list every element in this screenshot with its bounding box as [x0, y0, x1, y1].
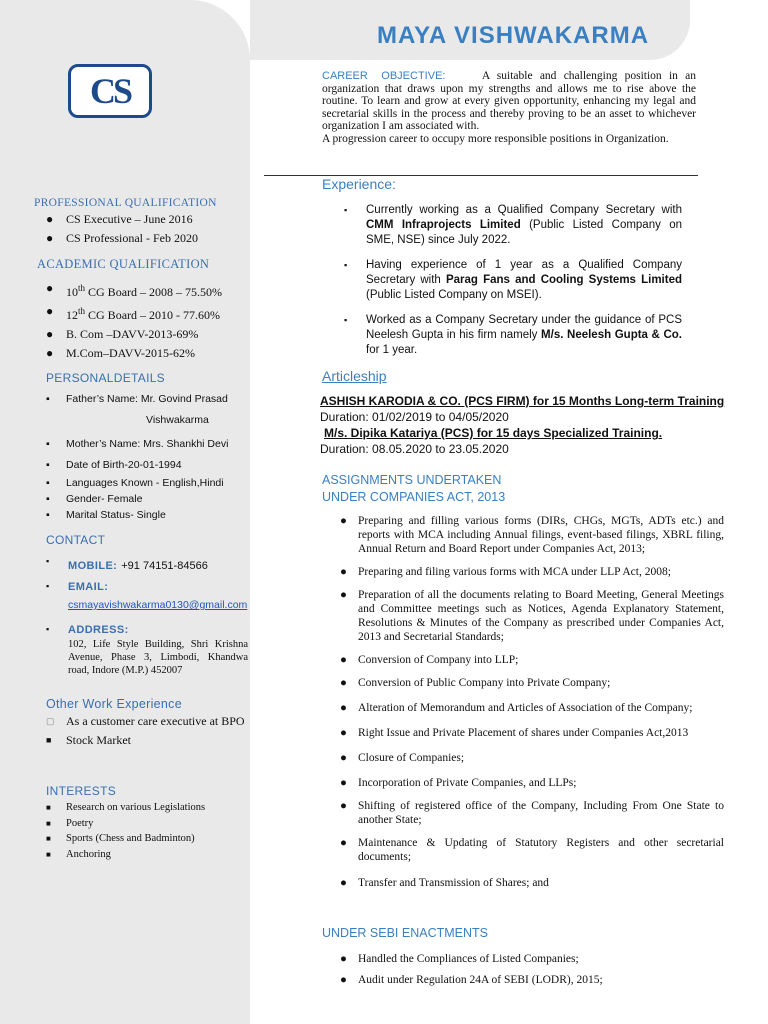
other-work-heading: Other Work Experience	[46, 697, 182, 711]
list-item: ▪ Gender- Female	[46, 493, 143, 505]
list-item: ▪ Having experience of 1 year as a Qualified Company Secretary with Parag Fans and Cooling Systems Limited (Public Listed Company on MSEI).	[344, 259, 682, 301]
list-item: ■ Stock Market	[46, 733, 131, 747]
list-item: ● Closure of Companies;	[340, 752, 465, 764]
list-item: ● Shifting of registered office of the Company, Including From One State to another State;	[340, 800, 724, 826]
logo-text: CS	[89, 71, 131, 111]
list-item: ▪ Mother’s Name: Mrs. Shankhi Devi	[46, 438, 229, 450]
list-item: ▪ Marital Status- Single	[46, 509, 166, 521]
experience-list	[344, 203, 682, 368]
email-label: EMAIL:	[68, 581, 109, 593]
assignments-list	[340, 514, 724, 890]
list-item: ● 12th CG Board – 2010 - 77.60%	[46, 304, 221, 322]
professional-list	[44, 210, 198, 248]
list-item: ● Transfer and Transmission of Shares; and	[340, 877, 549, 889]
career-objective	[322, 70, 696, 145]
list-item: ● Handled the Compliances of Listed Companies;	[340, 953, 579, 965]
cs-logo	[68, 64, 152, 118]
list-item: ▪ Languages Known - English,Hindi	[46, 477, 224, 489]
email-link[interactable]: csmayavishwakarma0130@gmail.com	[68, 599, 248, 611]
list-item: ■ Sports (Chess and Badminton)	[46, 833, 195, 844]
address-label: ADDRESS:	[68, 624, 129, 636]
list-item: ▪ Worked as a Company Secretary under the guidance of PCS Neelesh Gupta in his firm namely M/s. Neelesh Gupta & Co. for 1 year.	[344, 314, 682, 356]
articleship-heading: Articleship	[322, 368, 387, 384]
list-item: ● Conversion of Public Company into Private Company;	[340, 677, 611, 689]
list-item: ■ Poetry	[46, 817, 94, 829]
list-item: ■ Research on various Legislations	[46, 802, 206, 813]
list-item: ● Preparing and filing various forms with MCA under LLP Act, 2008;	[340, 566, 671, 578]
list-item: ● Maintenance & Updating of Statutory Registers and other secretarial documents;	[340, 837, 724, 863]
candidate-name: MAYA VISHWAKARMA	[377, 22, 650, 49]
list-item: ● CS Executive – June 2016	[46, 212, 193, 226]
assignments-heading: ASSIGNMENTS UNDERTAKEN UNDER COMPANIES ACT, 2013	[322, 473, 506, 504]
list-item: ▢ As a customer care executive at BPO	[46, 714, 245, 728]
list-item: ● Preparing and filling various forms (DIRs, CHGs, MGTs, ADTs etc.) and reports with MCA including Annual filings, event-based filings, XBRL filing, Annual Return and Board Report under Companies Act, 2013;	[340, 515, 724, 555]
other-work-list	[44, 712, 245, 750]
list-item: ● Right Issue and Private Placement of shares under Companies Act,2013	[340, 727, 689, 739]
list-item: ● CS Professional - Feb 2020	[46, 231, 198, 245]
contact-heading: CONTACT	[46, 533, 106, 547]
objective-label: CAREER OBJECTIVE:	[322, 70, 446, 82]
academic-heading: ACADEMIC QUALIFICATION	[37, 257, 210, 271]
objective-line2: A progression career to occupy more responsible positions in Organization.	[322, 132, 669, 145]
articleship-firm-2: M/s. Dipika Katariya (PCS) for 15 days Specialized Training.	[324, 426, 663, 440]
articleship-firm-1: ASHISH KARODIA & CO. (PCS FIRM) for 15 Months Long-term Training	[320, 394, 725, 408]
sebi-list	[340, 952, 724, 987]
objective-text: A suitable and challenging position in an organization that draws upon my strengths and allows me to rise above the routine. To learn and grow at every given opportunity, enhancing my legal and secretarial skills in the process and thereby proving to be an asset to whichever organization I am associated with.	[322, 70, 697, 132]
list-item: ● Preparation of all the documents relating to Board Meeting, General Meetings and Committee meetings such as Notices, Agenda Explanatory Statement, Resolutions & Minutes of the Company as prescribed under Companies Act, 2013 and Secretarial Standards;	[340, 589, 724, 643]
list-item: ● 10th CG Board – 2008 – 75.50%	[46, 281, 223, 299]
personal-heading: PERSONALDETAILS	[46, 371, 165, 385]
mobile-value: +91 74151-84566	[121, 560, 208, 572]
list-item: ■ Anchoring	[46, 848, 111, 860]
list-item: ▪ Father’s Name: Mr. Govind Prasad	[46, 393, 228, 405]
list-item: Vishwakarma	[146, 414, 209, 426]
interests-heading: INTERESTS	[46, 784, 117, 798]
list-item: ● Audit under Regulation 24A of SEBI (LODR), 2015;	[340, 974, 603, 986]
list-item: ● Incorporation of Private Companies, and LLPs;	[340, 777, 577, 789]
articleship-duration-1: Duration: 01/02/2019 to 04/05/2020	[320, 410, 509, 424]
professional-heading: PROFESSIONAL QUALIFICATION	[34, 197, 217, 209]
list-item: ▪ Date of Birth-20-01-1994	[46, 459, 182, 471]
list-item: ● Alteration of Memorandum and Articles of Association of the Company;	[340, 702, 693, 714]
address-value: 102, Life Style Building, Shri Krishna Avenue, Phase 3, Limbodi, Khandwa road, Indore (M.P.) 452007	[68, 639, 248, 676]
articleship-duration-2: Duration: 08.05.2020 to 23.05.2020	[320, 442, 509, 456]
list-item: ● B. Com –DAVV-2013-69%	[46, 327, 199, 341]
mobile-label: MOBILE:	[68, 560, 118, 572]
sebi-heading: UNDER SEBI ENACTMENTS	[322, 926, 488, 940]
academic-list	[44, 279, 222, 363]
personal-list	[44, 391, 228, 523]
interests-list	[44, 800, 205, 862]
list-item: ● Conversion of Company into LLP;	[340, 654, 519, 666]
list-item: ● M.Com–DAVV-2015-62%	[46, 346, 196, 360]
list-item: ▪ Currently working as a Qualified Company Secretary with CMM Infraprojects Limited (Public Listed Company on SME, NSE) since July 2022.	[344, 204, 682, 246]
experience-heading: Experience:	[322, 176, 396, 192]
